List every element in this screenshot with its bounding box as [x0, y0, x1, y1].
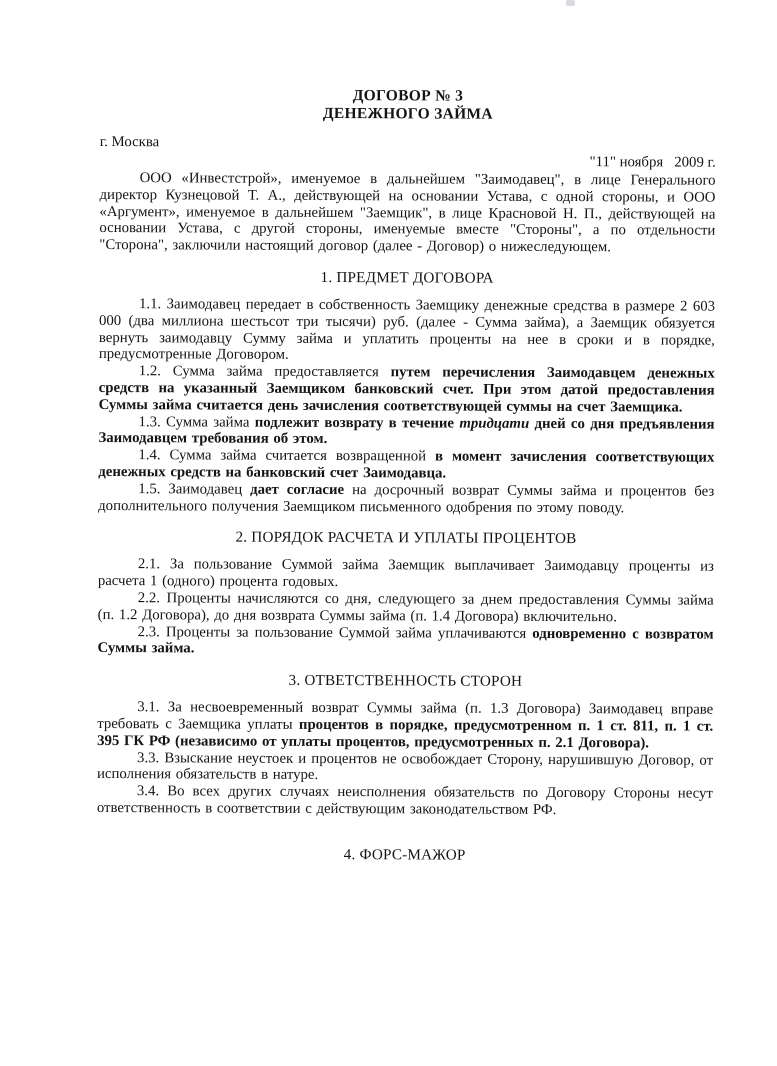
text-run: путем перечисления Заимодавцем денежных средств на указанный Заемщиком банковский счет. При этом датой предоставления Суммы займа считается день зачисления соответствующей суммы на счет Заемщика. [98, 364, 715, 416]
text-run: 2.2. Проценты начисляются со дня, следующего за днем предоставления Суммы займа (п. 1.2 Договора), до дня возврата Суммы займа (п. 1.4 Договора) включительно. [97, 590, 714, 625]
paragraph [98, 447, 714, 483]
text-run: в момент зачисления соответствующих денежных средств на банковский счет Заимодавца. [98, 448, 715, 482]
section-heading: 1. ПРЕДМЕТ ДОГОВОРА [320, 268, 494, 287]
contract-section [98, 528, 715, 659]
text-run: одновременно с возвратом Суммы займа. [97, 625, 714, 657]
text-run: 1.2. Сумма займа предоставляется [138, 363, 391, 381]
paragraph [98, 590, 714, 626]
text-run: 1.5. Заимодавец [138, 480, 251, 498]
title-line-2: ДЕНЕЖНОГО ЗАЙМА [322, 104, 493, 123]
paragraph [98, 624, 714, 660]
text-run: подлежит возврату в течение [254, 414, 460, 432]
text-run: 2.3. Проценты за пользование Суммой займа уплачиваются [137, 623, 533, 642]
text-run: дней со дня предъявления Заимодавцем требования об этом. [98, 415, 715, 448]
paragraph [98, 414, 714, 450]
title-line-1: ДОГОВОР № 3 [352, 87, 464, 105]
document-title [100, 86, 716, 125]
contract-section [98, 268, 715, 517]
text-run: дает согласие [250, 481, 345, 498]
text-run: 3.4. Во всех других случаях неисполнения обязательств по Договору Стороны несут ответственность в соответствии с действующим законодательством РФ. [96, 783, 713, 818]
text-run: 3.3. Взыскание неустоек и процентов не освобождает Сторону, нарушившую Договор, от исполнения обязательств в натуре. [96, 749, 714, 784]
city-line: г. Москва [99, 133, 160, 151]
scan-artifact [566, 0, 575, 6]
paragraph [98, 481, 714, 517]
paragraph [99, 363, 715, 416]
contract-section [97, 671, 714, 819]
text-run: ООО «Инвестстрой», именуемое в дальнейшем "Заимодавец", в лице Генерального директор Кузнецовой Т. А., действующей на основании Устава, с одной стороны, и ООО «Аргумент», именуемое в дальнейшем "Заемщик", в лице Красновой Н. П., действующей на основании Устава, с другой стороны, именуемые вместе "Стороны", а по отдельности "Сторона", заключили настоящий договор (далее - Договор) о нижеследующем. [99, 170, 716, 256]
paragraph [99, 296, 715, 366]
contract-document [97, 86, 716, 875]
section-heading: 3. ОТВЕТСТВЕННОСТЬ СТОРОН [288, 671, 523, 690]
preamble-paragraph [99, 170, 715, 257]
text-run: процентов в порядке, предусмотренном п. 1 ст. 811, п. 1 ст. 395 ГК РФ (независимо от уплаты процентов, предусмотренных п. 2.1 Договора). [97, 716, 714, 752]
paragraph [97, 699, 713, 752]
paragraph [98, 556, 714, 592]
section-heading: 4. ФОРС-МАЖОР [343, 845, 466, 864]
text-run: тридцати [459, 415, 530, 432]
text-run: 1.4. Сумма займа считается возвращенной [138, 447, 436, 465]
text-run: 1.1. Заимодавец передает в собственность Заемщику денежные средства в размере 2 603 000 (два миллиона шестьсот три тысячи) руб. (далее - Сумма займа), а Заемщик обязуется вернуть заимодавцу Сумму займа и уплатить проценты на нее в сроки и в порядке, предусмотренные Договором. [98, 296, 716, 364]
paragraph [97, 783, 713, 819]
text-run: 2.1. За пользование Суммой займа Заемщик выплачивает Заимодавцу проценты из расчета 1 (одного) процента годовых. [97, 556, 714, 591]
text-run: 3.1. За несвоевременный возврат Суммы займа (п. 1.3 Договора) Заимодавец вправе требовать с Заемщика уплаты [97, 699, 714, 733]
section-heading: 2. ПОРЯДОК РАСЧЕТА И УПЛАТЫ ПРОЦЕНТОВ [235, 528, 577, 548]
text-run: 1.3. Сумма займа [138, 413, 255, 431]
sections-container [97, 268, 716, 864]
date-line: "11" ноября 2009 г. [589, 154, 716, 171]
paragraph [97, 750, 713, 786]
text-run: на досрочный возврат Суммы займа и процентов без дополнительного получения Заемщиком письменного одобрения по этому поводу. [98, 481, 715, 516]
contract-section [97, 845, 713, 865]
